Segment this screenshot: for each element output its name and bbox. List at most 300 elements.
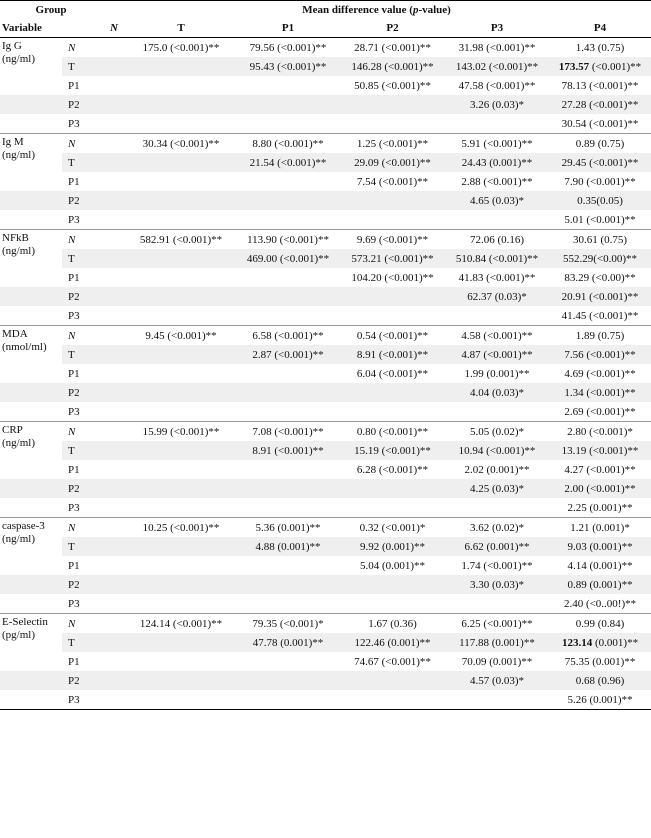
value-cell: 62.37 (0.03)*	[445, 287, 549, 306]
value-cell	[102, 287, 126, 306]
value-cell: 552.29(<0.00)**	[549, 249, 651, 268]
value-cell: 0.54 (<0.001)**	[340, 326, 445, 346]
group-label: T	[62, 537, 102, 556]
value-cell: 2.25 (0.001)**	[567, 501, 633, 514]
value-cell: 28.71 (<0.001)**	[354, 41, 431, 54]
value-cell: 4.58 (<0.001)**	[445, 326, 549, 346]
value-cell	[102, 191, 126, 210]
variable-name: Ig G	[2, 40, 22, 52]
table-row	[0, 134, 651, 154]
value-cell	[102, 594, 126, 614]
value-cell	[340, 402, 445, 422]
value-cell: 24.43 (0.001)**	[445, 153, 549, 172]
value-cell: 5.01 (<0.001)**	[564, 213, 636, 226]
variable-empty-cell	[0, 498, 62, 518]
table-row	[0, 268, 651, 287]
group-label: P1	[68, 79, 80, 92]
value-cell: 2.88 (<0.001)**	[461, 175, 533, 188]
value-cell	[126, 690, 236, 710]
group-label: P3	[68, 309, 80, 322]
table-row	[0, 287, 651, 306]
group-label: P1	[68, 559, 80, 572]
value-cell	[340, 383, 445, 402]
value-cell	[236, 172, 340, 191]
value-cell	[445, 306, 549, 326]
value-cell	[102, 326, 126, 346]
variable-empty-cell	[0, 460, 62, 479]
variable-name: E-Selectin	[2, 616, 48, 628]
value-cell: 1.74 (<0.001)**	[461, 559, 533, 572]
value-cell: 75.35 (0.001)**	[564, 655, 636, 668]
value-cell	[340, 690, 445, 710]
variable-empty-cell	[0, 556, 62, 575]
value-cell: 0.89 (0.75)	[549, 134, 651, 154]
value-cell: 41.83 (<0.001)**	[458, 271, 536, 284]
variable-label	[0, 230, 62, 269]
value-cell: 4.25 (0.03)*	[445, 479, 549, 498]
variable-empty-cell	[0, 287, 62, 306]
variable-empty-cell	[0, 671, 62, 690]
value-cell	[102, 690, 126, 710]
group-label: P2	[62, 575, 102, 594]
value-cell: 1.43 (0.75)	[575, 41, 625, 54]
value-cell	[102, 76, 126, 95]
value-cell	[236, 76, 340, 95]
value-cell	[102, 230, 126, 250]
value-cell: 30.61 (0.75)	[549, 230, 651, 250]
value-cell	[340, 306, 445, 326]
group-label: N	[62, 518, 102, 538]
value-cell: 1.34 (<0.001)**	[549, 383, 651, 402]
value-cell: 146.28 (<0.001)**	[340, 57, 445, 76]
value-cell: 6.28 (<0.001)**	[356, 463, 429, 476]
group-label: P1	[68, 271, 80, 284]
value-cell: 0.35(0.05)	[549, 191, 651, 210]
value-cell	[126, 95, 236, 114]
table-row	[0, 76, 651, 95]
variable-name: Ig M	[2, 136, 24, 148]
value-cell	[236, 556, 340, 575]
value-cell	[102, 210, 126, 230]
group-label: P3	[62, 690, 102, 710]
table-row	[0, 210, 651, 230]
value-cell: 2.69 (<0.001)**	[564, 405, 636, 418]
value-cell	[102, 57, 126, 76]
value-cell: 79.35 (<0.001)*	[236, 614, 340, 634]
value-cell: 124.14 (<0.001)**	[126, 614, 236, 634]
variable-name: MDA	[2, 328, 28, 340]
group-label: P3	[68, 213, 80, 226]
value-cell	[126, 479, 236, 498]
col-header-p1: P1	[236, 19, 340, 38]
value-cell: 30.34 (<0.001)**	[126, 134, 236, 154]
table-row	[0, 652, 651, 671]
table-row	[0, 306, 651, 326]
value-cell	[102, 556, 126, 575]
value-cell: 74.67 (<0.001)**	[354, 655, 431, 668]
value-cell	[126, 460, 236, 479]
table-row	[0, 518, 651, 538]
group-header: Group	[0, 1, 102, 20]
value-cell	[340, 671, 445, 690]
value-cell	[236, 287, 340, 306]
value-cell: 9.69 (<0.001)**	[340, 230, 445, 250]
value-cell: 79.56 (<0.001)**	[249, 41, 327, 54]
value-cell	[340, 575, 445, 594]
value-cell: 15.19 (<0.001)**	[340, 441, 445, 460]
value-cell	[126, 556, 236, 575]
variable-empty-cell	[0, 402, 62, 422]
value-cell: 83.29 (<0.00)**	[564, 271, 636, 284]
value-cell: 7.56 (<0.001)**	[549, 345, 651, 364]
value-cell: 47.78 (0.001)**	[236, 633, 340, 652]
variable-unit: (ng/ml)	[2, 245, 35, 257]
value-cell	[102, 38, 126, 58]
table-row	[0, 38, 651, 58]
value-cell: 3.26 (0.03)*	[445, 95, 549, 114]
value-cell: 113.90 (<0.001)**	[236, 230, 340, 250]
group-col-header	[62, 19, 102, 38]
value-cell: 5.36 (0.001)**	[236, 518, 340, 538]
group-label: T	[62, 57, 102, 76]
group-label: P3	[68, 405, 80, 418]
value-cell: 0.89 (0.001)**	[549, 575, 651, 594]
value-cell	[236, 306, 340, 326]
value-cell	[340, 191, 445, 210]
value-cell: 13.19 (<0.001)**	[549, 441, 651, 460]
value-cell	[102, 249, 126, 268]
value-cell	[102, 402, 126, 422]
value-cell: 143.02 (<0.001)**	[445, 57, 549, 76]
value-cell	[236, 191, 340, 210]
value-cell: 72.06 (0.16)	[445, 230, 549, 250]
value-cell	[126, 76, 236, 95]
value-cell	[126, 268, 236, 287]
value-cell	[445, 402, 549, 422]
value-cell	[102, 460, 126, 479]
value-cell	[126, 364, 236, 383]
variable-empty-cell	[0, 594, 62, 614]
variable-unit: (ng/ml)	[2, 53, 35, 65]
variable-empty-cell	[0, 306, 62, 326]
value-cell	[236, 383, 340, 402]
value-cell	[236, 690, 340, 710]
value-cell: 7.54 (<0.001)**	[356, 175, 429, 188]
value-cell	[102, 498, 126, 518]
table-row	[0, 364, 651, 383]
value-cell	[102, 537, 126, 556]
variable-label	[0, 326, 62, 365]
table-row	[0, 402, 651, 422]
group-label: P1	[68, 367, 80, 380]
value-cell	[102, 364, 126, 383]
group-label: P2	[62, 479, 102, 498]
table-row	[0, 383, 651, 402]
value-cell	[445, 498, 549, 518]
value-cell	[445, 114, 549, 134]
value-cell: 47.58 (<0.001)**	[458, 79, 536, 92]
value-cell	[236, 671, 340, 690]
group-label: P3	[68, 501, 80, 514]
value-cell	[102, 479, 126, 498]
value-cell	[236, 460, 340, 479]
value-cell: 2.87 (<0.001)**	[236, 345, 340, 364]
variable-header: Variable	[0, 19, 62, 38]
value-cell	[236, 95, 340, 114]
mean-difference-header: Mean difference value (p-value)	[102, 1, 651, 20]
value-cell	[102, 114, 126, 134]
value-cell	[126, 306, 236, 326]
value-cell: 122.46 (0.001)**	[340, 633, 445, 652]
value-cell	[102, 441, 126, 460]
value-cell: 4.04 (0.03)*	[445, 383, 549, 402]
value-cell: 10.25 (<0.001)**	[126, 518, 236, 538]
group-label: P3	[68, 597, 80, 610]
value-cell	[126, 594, 236, 614]
value-cell	[126, 402, 236, 422]
value-cell	[102, 633, 126, 652]
value-cell: 582.91 (<0.001)**	[126, 230, 236, 250]
value-cell	[340, 210, 445, 230]
value-cell	[126, 287, 236, 306]
value-cell	[236, 268, 340, 287]
value-cell: 29.09 (<0.001)**	[340, 153, 445, 172]
col-header-p3: P3	[445, 19, 549, 38]
group-label: N	[62, 326, 102, 346]
variable-empty-cell	[0, 690, 62, 710]
group-label: P2	[62, 383, 102, 402]
value-cell: 573.21 (<0.001)**	[340, 249, 445, 268]
value-cell	[340, 95, 445, 114]
value-cell	[236, 652, 340, 671]
group-label: P1	[68, 655, 80, 668]
group-label: N	[62, 614, 102, 634]
value-cell	[340, 114, 445, 134]
value-cell: 469.00 (<0.001)**	[236, 249, 340, 268]
variable-unit: (ng/ml)	[2, 437, 35, 449]
table-row	[0, 575, 651, 594]
col-header-n: N	[102, 19, 126, 38]
value-cell	[445, 690, 549, 710]
value-cell: 175.0 (<0.001)**	[142, 41, 220, 54]
value-cell: 6.04 (<0.001)**	[356, 367, 429, 380]
value-cell	[102, 383, 126, 402]
group-label: P1	[68, 463, 80, 476]
value-cell: 1.21 (0.001)*	[549, 518, 651, 538]
variable-unit: (ng/ml)	[2, 533, 35, 545]
value-cell: 4.27 (<0.001)**	[564, 463, 636, 476]
value-cell	[236, 114, 340, 134]
value-cell	[126, 671, 236, 690]
value-cell: 0.68 (0.96)	[549, 671, 651, 690]
value-cell: 8.80 (<0.001)**	[236, 134, 340, 154]
value-cell	[340, 287, 445, 306]
value-cell	[102, 153, 126, 172]
value-cell: 4.69 (<0.001)**	[564, 367, 636, 380]
group-label: P3	[68, 117, 80, 130]
value-cell: 20.91 (<0.001)**	[549, 287, 651, 306]
value-cell: 27.28 (<0.001)**	[549, 95, 651, 114]
value-cell: 0.80 (<0.001)**	[340, 422, 445, 442]
value-cell: 0.32 (<0.001)*	[340, 518, 445, 538]
value-cell	[126, 498, 236, 518]
group-label: P1	[68, 175, 80, 188]
value-cell: 2.80 (<0.001)*	[549, 422, 651, 442]
value-cell	[126, 57, 236, 76]
value-cell	[102, 134, 126, 154]
value-cell: 9.03 (0.001)**	[549, 537, 651, 556]
table-row	[0, 633, 651, 652]
value-cell	[126, 114, 236, 134]
variable-name: CRP	[2, 424, 23, 436]
group-label: N	[62, 230, 102, 250]
variable-empty-cell	[0, 652, 62, 671]
table-row	[0, 57, 651, 76]
variable-empty-cell	[0, 364, 62, 383]
value-cell	[445, 594, 549, 614]
value-cell: 5.05 (0.02)*	[445, 422, 549, 442]
value-cell: 78.13 (<0.001)**	[561, 79, 639, 92]
value-cell	[126, 383, 236, 402]
value-cell	[236, 364, 340, 383]
variable-label	[0, 38, 62, 77]
value-cell	[102, 575, 126, 594]
value-cell	[340, 479, 445, 498]
variable-empty-cell	[0, 383, 62, 402]
variable-name: NFkB	[2, 232, 29, 244]
value-cell	[126, 575, 236, 594]
value-cell	[236, 498, 340, 518]
value-cell: 31.98 (<0.001)**	[458, 41, 536, 54]
table-row	[0, 172, 651, 191]
col-header-p2: P2	[340, 19, 445, 38]
col-header-p4: P4	[549, 19, 651, 38]
variable-empty-cell	[0, 479, 62, 498]
value-cell	[340, 498, 445, 518]
value-cell	[102, 172, 126, 191]
value-cell: 7.90 (<0.001)**	[564, 175, 636, 188]
group-label: P2	[62, 95, 102, 114]
value-cell: 2.02 (0.001)**	[464, 463, 530, 476]
value-cell: 3.30 (0.03)*	[445, 575, 549, 594]
variable-unit: (ng/ml)	[2, 149, 35, 161]
value-cell	[236, 210, 340, 230]
value-cell: 70.09 (0.001)**	[461, 655, 533, 668]
value-cell: 6.62 (0.001)**	[445, 537, 549, 556]
value-cell	[236, 402, 340, 422]
table-row	[0, 114, 651, 134]
value-cell	[102, 614, 126, 634]
table-row	[0, 594, 651, 614]
variable-unit: (nmol/ml)	[2, 341, 47, 353]
value-cell: 8.91 (<0.001)**	[236, 441, 340, 460]
value-cell	[126, 210, 236, 230]
group-label: T	[62, 249, 102, 268]
value-cell: 10.94 (<0.001)**	[445, 441, 549, 460]
table-row	[0, 671, 651, 690]
value-cell	[102, 268, 126, 287]
value-cell: 50.85 (<0.001)**	[354, 79, 431, 92]
variable-empty-cell	[0, 191, 62, 210]
group-label: N	[68, 41, 76, 54]
variable-label	[0, 614, 62, 653]
table-row	[0, 479, 651, 498]
value-cell	[340, 594, 445, 614]
value-cell	[236, 594, 340, 614]
value-cell	[102, 95, 126, 114]
group-label: T	[62, 153, 102, 172]
group-label: P2	[62, 287, 102, 306]
value-cell	[236, 575, 340, 594]
value-cell	[126, 345, 236, 364]
value-cell: 1.99 (0.001)**	[464, 367, 530, 380]
value-cell: 0.99 (0.84)	[549, 614, 651, 634]
value-cell: 104.20 (<0.001)**	[351, 271, 434, 284]
value-cell: 123.14 (0.001)**	[549, 633, 651, 652]
value-cell	[102, 306, 126, 326]
value-cell	[126, 537, 236, 556]
value-cell	[102, 671, 126, 690]
group-label: P2	[62, 191, 102, 210]
variable-empty-cell	[0, 95, 62, 114]
value-cell	[126, 153, 236, 172]
table-row	[0, 556, 651, 575]
variable-label	[0, 134, 62, 173]
value-cell: 29.45 (<0.001)**	[549, 153, 651, 172]
value-cell: 4.57 (0.03)*	[445, 671, 549, 690]
header-row-2	[0, 19, 651, 38]
value-cell	[445, 210, 549, 230]
table-row	[0, 614, 651, 634]
value-cell	[236, 479, 340, 498]
variable-empty-cell	[0, 268, 62, 287]
table-row	[0, 498, 651, 518]
table-row	[0, 537, 651, 556]
value-cell	[102, 345, 126, 364]
group-label: T	[62, 633, 102, 652]
value-cell: 5.26 (0.001)**	[549, 690, 651, 710]
value-cell: 30.54 (<0.001)**	[561, 117, 639, 130]
group-label: N	[62, 134, 102, 154]
value-cell: 41.45 (<0.001)**	[561, 309, 639, 322]
value-cell	[126, 652, 236, 671]
value-cell: 117.88 (0.001)**	[445, 633, 549, 652]
variable-empty-cell	[0, 114, 62, 134]
value-cell	[126, 249, 236, 268]
table-row	[0, 95, 651, 114]
value-cell: 5.04 (0.001)**	[359, 559, 426, 572]
value-cell: 2.40 (<0..00!)**	[563, 597, 637, 610]
group-label: N	[62, 422, 102, 442]
table-row	[0, 249, 651, 268]
value-cell: 21.54 (<0.001)**	[236, 153, 340, 172]
value-cell: 4.14 (0.001)**	[567, 559, 633, 572]
value-cell: 5.91 (<0.001)**	[445, 134, 549, 154]
table-row	[0, 191, 651, 210]
value-cell: 1.25 (<0.001)**	[340, 134, 445, 154]
value-cell: 3.62 (0.02)*	[445, 518, 549, 538]
value-cell	[102, 652, 126, 671]
value-cell: 4.87 (<0.001)**	[445, 345, 549, 364]
value-cell	[126, 191, 236, 210]
variable-empty-cell	[0, 76, 62, 95]
value-cell	[102, 518, 126, 538]
value-cell	[126, 633, 236, 652]
variable-label	[0, 422, 62, 461]
variable-empty-cell	[0, 210, 62, 230]
value-cell: 510.84 (<0.001)**	[445, 249, 549, 268]
col-header-t: T	[126, 19, 236, 38]
